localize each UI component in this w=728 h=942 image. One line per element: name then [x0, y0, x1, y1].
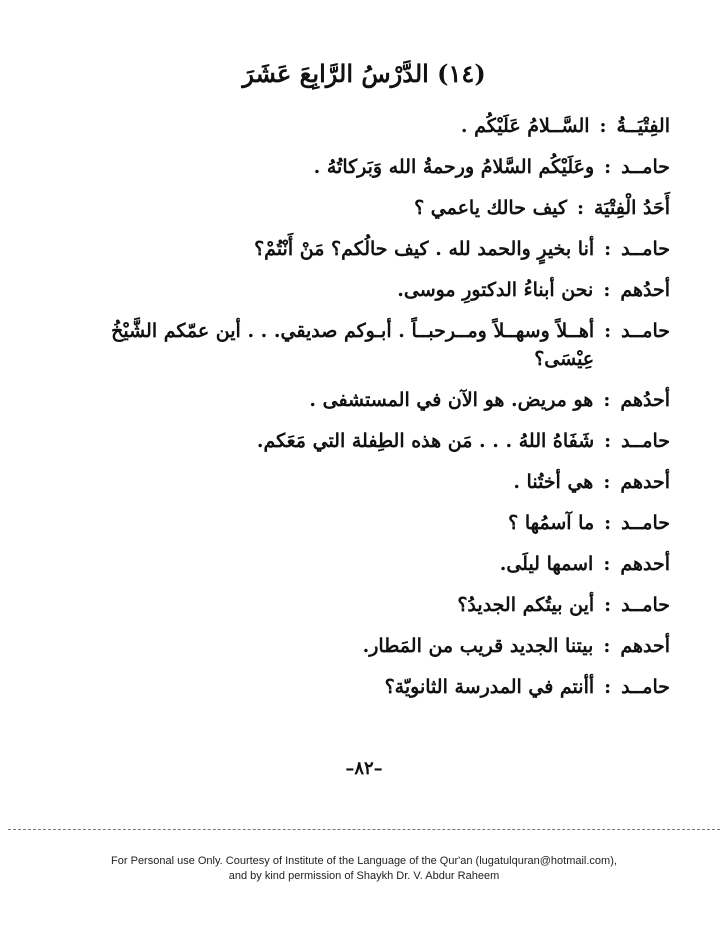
utterance-text: أنا بخيرٍ والحمد لله . كيف حالُكم؟ مَنْ أَنْتُمْ؟: [254, 238, 595, 260]
utterance-text: كيف حالك ياعمي ؟: [414, 197, 568, 219]
dialogue-line: [110, 509, 670, 537]
utterance-text: شَفَاهُ اللهُ . . . مَن هذه الطِفلة التي مَعَكم.: [256, 430, 595, 452]
dialogue: [110, 112, 670, 714]
utterance-text: أهــلاً وسهــلاً ومــرحبــاً . أبـوكم صديقي. . . أين عمّكم الشَّيْخُ عِيْسَى؟: [111, 320, 595, 370]
lesson-title: (١٤) الدَّرْسُ الرَّابِعَ عَشَرَ: [242, 59, 486, 88]
speaker-name: أحدهم: [620, 471, 670, 493]
dialogue-line: [110, 468, 670, 496]
colon-separator: :: [599, 115, 607, 137]
utterance-text: نحن أبناءُ الدكتورِ موسى.: [397, 279, 594, 301]
speaker-name: أَحَدُ الْفِتْيَة: [594, 197, 670, 219]
footer-line: and by kind permission of Shaykh Dr. V. Abdur Raheem: [228, 870, 500, 882]
footer-divider: [8, 829, 720, 830]
colon-separator: :: [603, 471, 611, 493]
dialogue-line: [110, 194, 670, 222]
speaker-name: حامــد: [621, 676, 670, 698]
utterance-text: هي أختُنا .: [513, 471, 594, 493]
speaker-name: حامــد: [621, 156, 670, 178]
speaker-name: حامــد: [621, 594, 670, 616]
colon-separator: :: [603, 635, 611, 657]
utterance-text: ما آسمُها ؟: [508, 512, 595, 534]
colon-separator: :: [604, 676, 612, 698]
utterance-text: أأنتم في المدرسة الثانويّة؟: [384, 676, 595, 698]
colon-separator: :: [603, 279, 611, 301]
speaker-name: أحدهم: [620, 553, 670, 575]
speaker-name: حامــد: [621, 238, 670, 260]
speaker-name: أحدُهم: [620, 279, 670, 301]
dialogue-line: [110, 550, 670, 578]
utterance-text: هو مريض. هو الآن في المستشفى .: [309, 389, 594, 411]
speaker-name: حامــد: [621, 430, 670, 452]
colon-separator: :: [604, 320, 612, 342]
dialogue-line: [110, 386, 670, 414]
speaker-name: حامــد: [621, 512, 670, 534]
dialogue-line: [110, 276, 670, 304]
dialogue-line: [110, 591, 670, 619]
colon-separator: :: [604, 430, 612, 452]
utterance-text: وعَلَيْكُم السَّلامُ ورحمةُ الله وَبَركاتُهُ .: [313, 156, 595, 178]
speaker-name: أحدهم: [620, 635, 670, 657]
dialogue-line: [110, 632, 670, 660]
dialogue-line: [110, 673, 670, 701]
colon-separator: :: [603, 553, 611, 575]
colon-separator: :: [603, 389, 611, 411]
colon-separator: :: [604, 156, 612, 178]
colon-separator: :: [577, 197, 585, 219]
utterance-text: اسمها ليلَى.: [499, 553, 594, 575]
page-number: –٨٢–: [345, 758, 383, 779]
colon-separator: :: [604, 594, 612, 616]
dialogue-line: [110, 112, 670, 140]
dialogue-line: [110, 235, 670, 263]
dialogue-line: [110, 427, 670, 455]
utterance-text: بيتنا الجديد قريب من المَطار.: [362, 635, 594, 657]
footer-credit: [0, 854, 728, 884]
colon-separator: :: [604, 512, 612, 534]
speaker-name: حامــد: [621, 320, 670, 342]
utterance-text: السَّــلامُ عَلَيْكُم .: [460, 115, 590, 137]
colon-separator: :: [604, 238, 612, 260]
speaker-name: الفِتْيَــةُ: [616, 115, 670, 137]
utterance-text: أين بيتُكم الجديدُ؟: [457, 594, 595, 616]
speaker-name: أحدُهم: [620, 389, 670, 411]
footer-line: For Personal use Only. Courtesy of Institute of the Language of the Qur'an (lugatulquran@hotmail.com),: [111, 855, 617, 867]
dialogue-line: [110, 153, 670, 181]
dialogue-line: [110, 317, 670, 373]
